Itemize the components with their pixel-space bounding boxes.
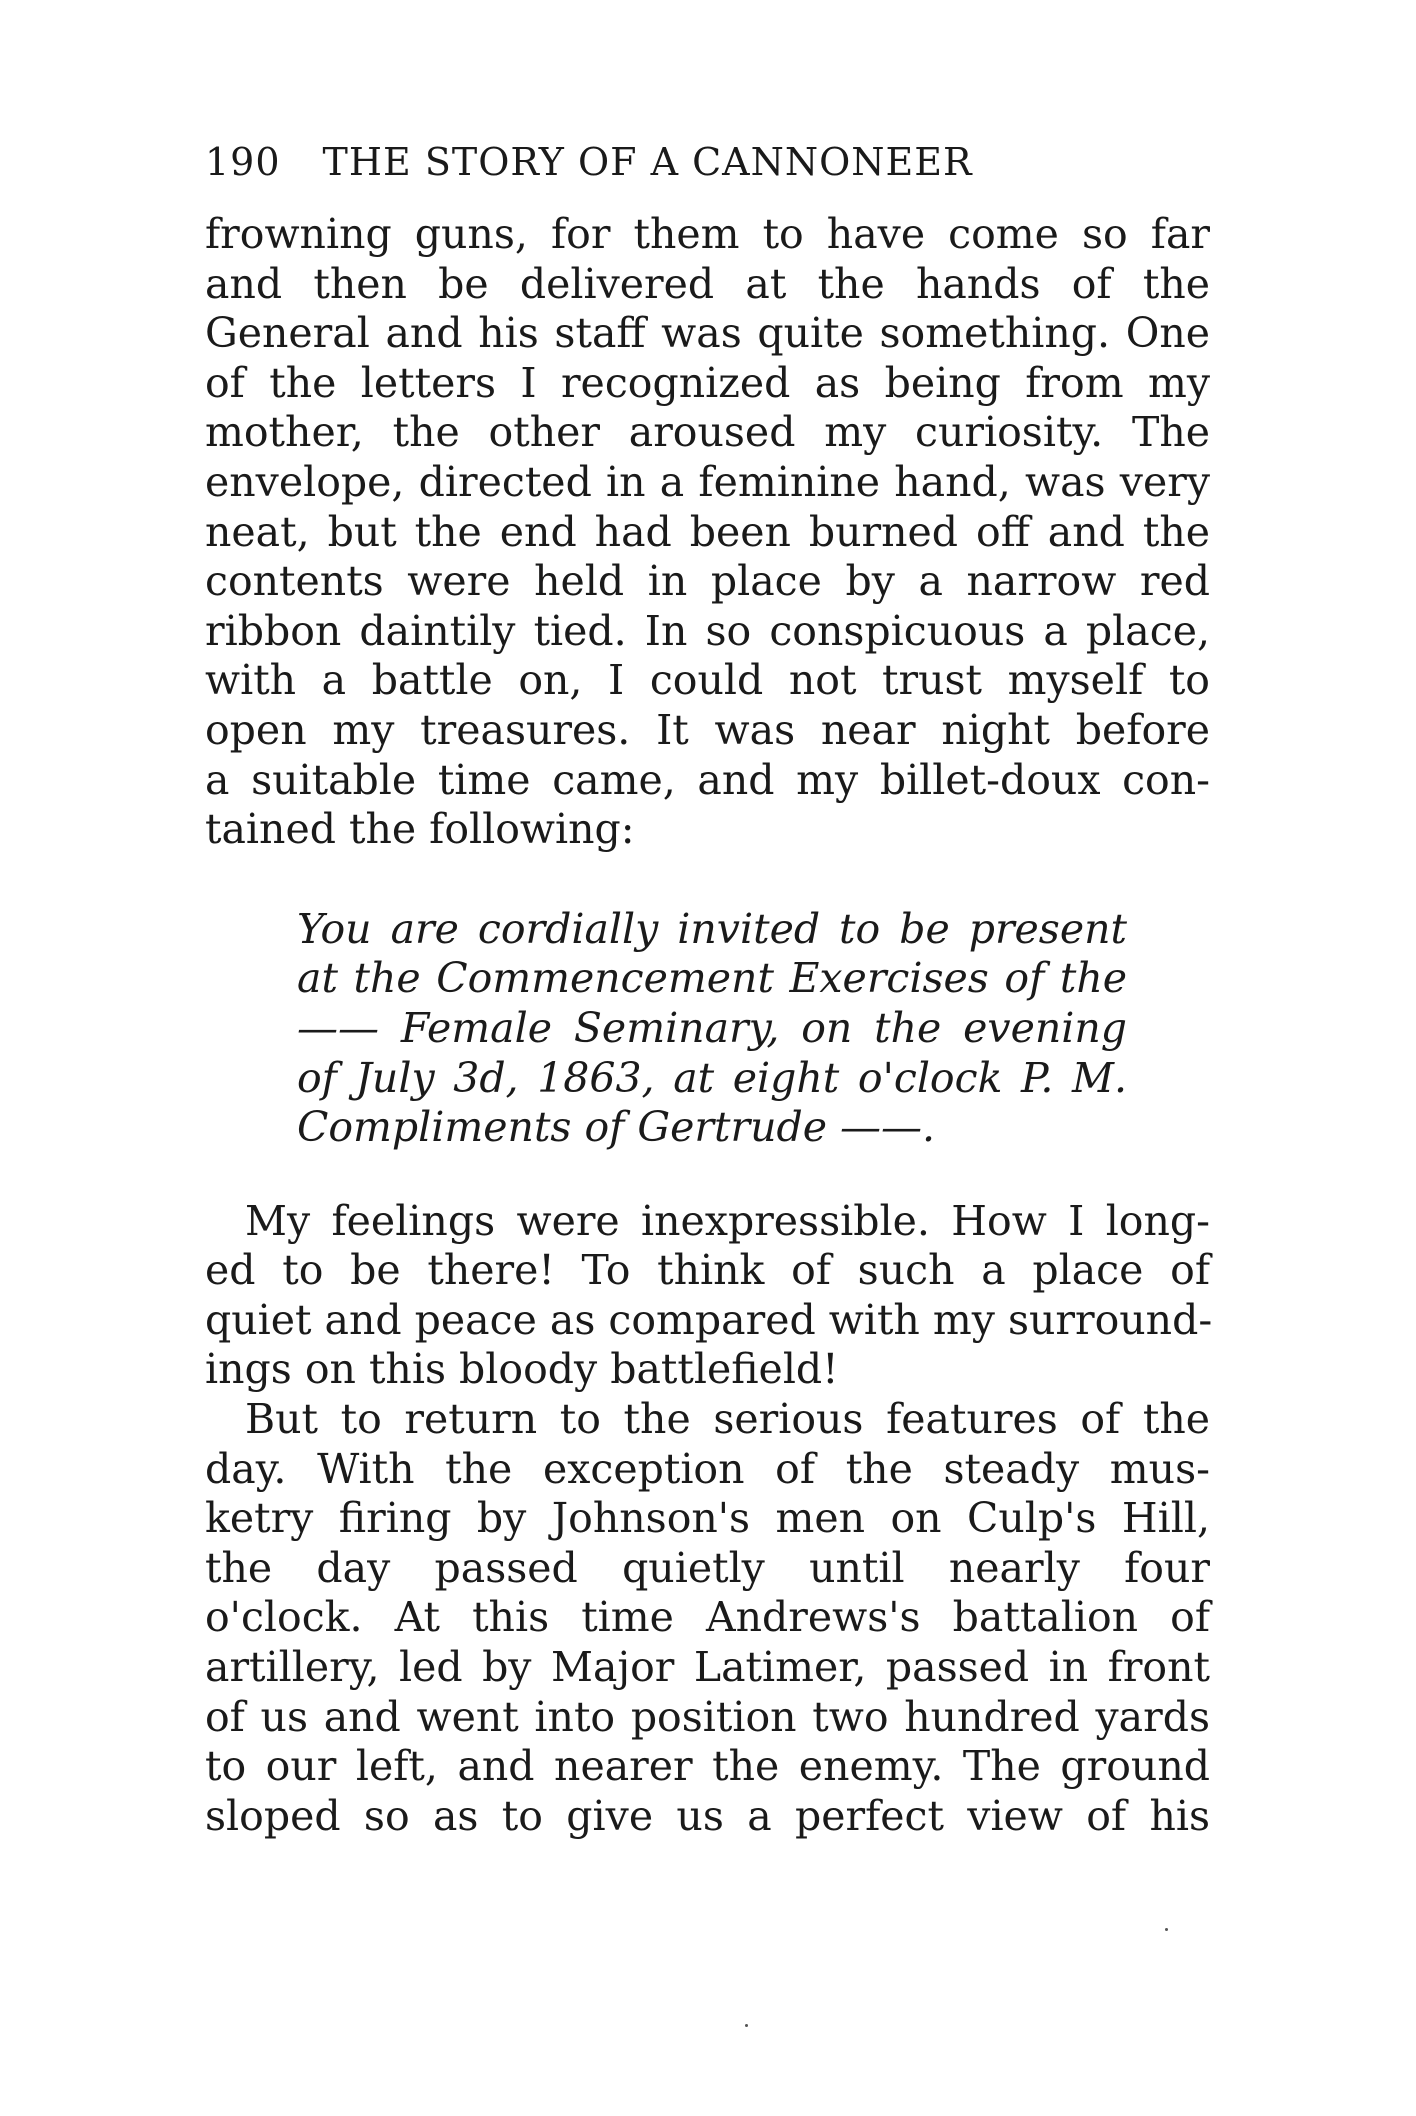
- invitation-line: of July 3d, 1863, at eight o'clock P. M.: [297, 1053, 1127, 1102]
- text-line: General and his staff was quite something. One: [205, 309, 1210, 358]
- text-line: o'clock. At this time Andrews's battalion of: [205, 1593, 1210, 1642]
- text-line: mother, the other aroused my curiosity. The: [205, 408, 1210, 457]
- text-line: ings on this bloody battlefield!: [205, 1345, 839, 1394]
- text-line: My feelings were inexpressible. How I long-: [245, 1196, 1210, 1245]
- text-line: to our left, and nearer the enemy. The ground: [205, 1742, 1210, 1791]
- paragraph-1: [205, 210, 1210, 855]
- text-line: But to return to the serious features of the: [245, 1395, 1210, 1444]
- running-header: [205, 140, 1210, 188]
- paragraph-3: [205, 1395, 1210, 1841]
- text-line: day. With the exception of the steady mus-: [205, 1444, 1210, 1493]
- text-line: of us and went into position two hundred yards: [205, 1692, 1210, 1741]
- invitation-block: [297, 905, 1127, 1153]
- page-number: 190: [205, 140, 281, 184]
- book-page: [205, 140, 1213, 1841]
- text-line: of the letters I recognized as being from my: [205, 358, 1210, 407]
- text-line: artillery, led by Major Latimer, passed in front: [205, 1643, 1210, 1692]
- text-line: open my treasures. It was near night before: [205, 705, 1210, 754]
- text-line: envelope, directed in a feminine hand, was very: [205, 457, 1210, 506]
- invitation-line: —— Female Seminary, on the evening: [297, 1003, 1127, 1052]
- text-line: the day passed quietly until nearly four: [205, 1543, 1210, 1592]
- running-title: THE STORY OF A CANNONEER: [322, 140, 973, 184]
- text-line: neat, but the end had been burned off and the: [205, 507, 1210, 556]
- text-line: ketry firing by Johnson's men on Culp's Hill,: [205, 1494, 1210, 1543]
- paper-speck: [745, 2024, 748, 2027]
- text-line: tained the following:: [205, 805, 635, 854]
- invitation-line: at the Commencement Exercises of the: [297, 954, 1127, 1003]
- text-line: quiet and peace as compared with my surround-: [205, 1295, 1213, 1344]
- invitation-line: Compliments of Gertrude ——.: [297, 1103, 936, 1152]
- text-line: a suitable time came, and my billet-doux con-: [205, 755, 1210, 804]
- text-line: and then be delivered at the hands of the: [205, 259, 1210, 308]
- text-line: with a battle on, I could not trust myself to: [205, 656, 1210, 705]
- text-line: contents were held in place by a narrow red: [205, 557, 1210, 606]
- invitation-line: You are cordially invited to be present: [297, 904, 1127, 953]
- text-line: frowning guns, for them to have come so far: [205, 210, 1210, 258]
- text-line: ribbon daintily tied. In so conspicuous a place,: [205, 606, 1210, 655]
- text-line: sloped so as to give us a perfect view of his: [205, 1791, 1210, 1840]
- paragraph-2: [205, 1196, 1213, 1395]
- paper-speck: [1165, 1928, 1168, 1931]
- text-line: ed to be there! To think of such a place of: [205, 1246, 1210, 1295]
